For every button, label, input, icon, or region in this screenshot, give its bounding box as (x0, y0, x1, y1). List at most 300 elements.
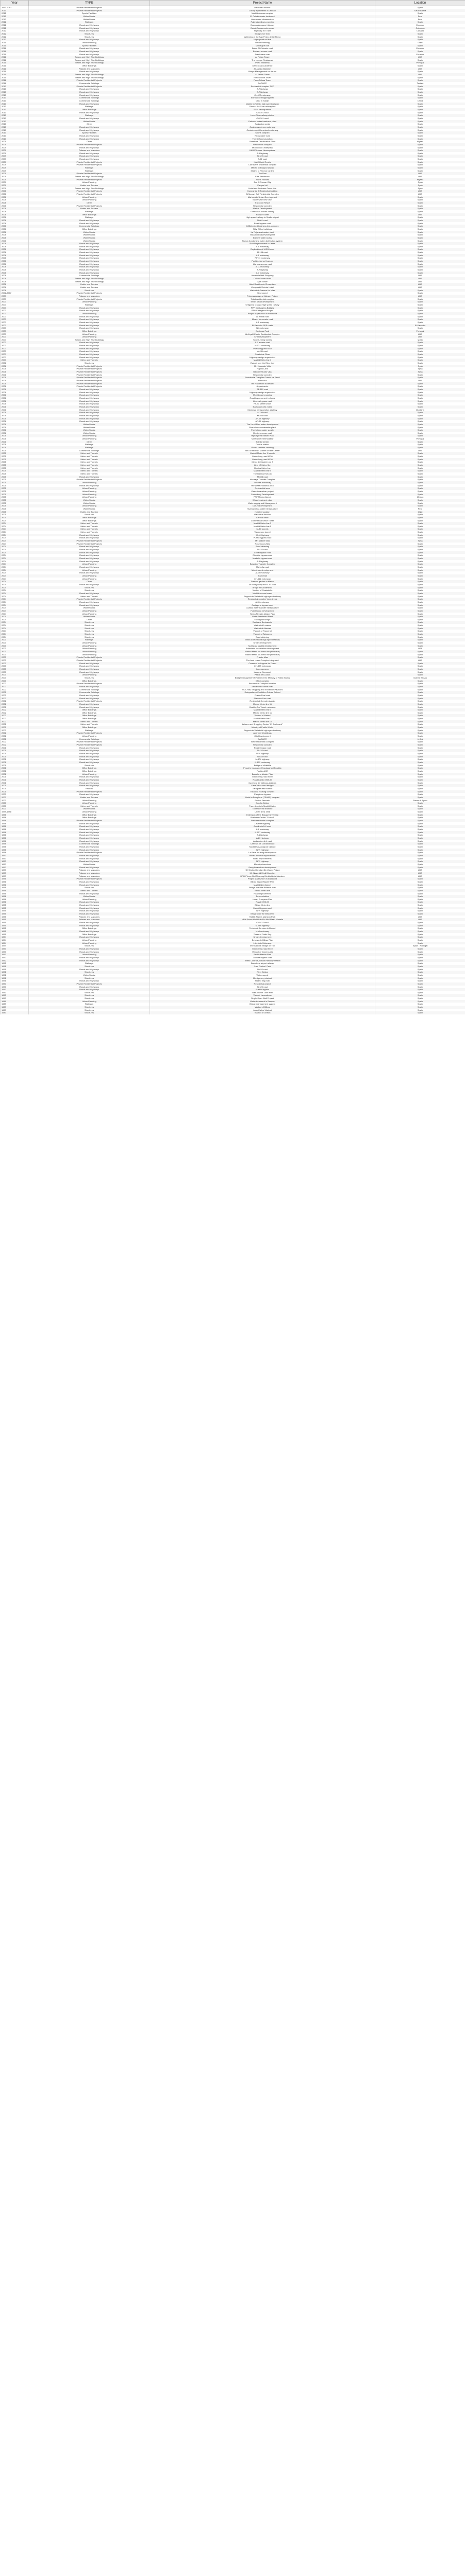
cell-type: Other (29, 201, 150, 205)
cell-type: Private Residential Projects (29, 79, 150, 82)
cell-location: spain (375, 338, 465, 342)
cell-year: 2002 (1, 740, 29, 743)
cell-year: 1996 (1, 886, 29, 889)
cell-project-name: A-6 motorway (150, 828, 375, 831)
cell-type: Roads and Highways (29, 152, 150, 155)
cell-type: Towers and High Rise Buildings (29, 56, 150, 59)
cell-location: Spain (375, 356, 465, 359)
cell-year: 2006 (1, 379, 29, 382)
cell-type: Towers and High Rise Buildings (29, 61, 150, 64)
column-header-type[interactable]: TYPE (29, 1, 150, 6)
cell-location: Spain (375, 974, 465, 977)
cell-project-name: Bilbao Metro line (150, 889, 375, 892)
cell-year: 2011 (1, 61, 29, 64)
cell-year: 1995 (1, 921, 29, 924)
cell-year: 2008 (1, 260, 29, 263)
cell-year: 2007 (1, 359, 29, 362)
cell-type: Roads and Highways (29, 554, 150, 557)
cell-project-name: Urban European Plan (150, 898, 375, 901)
cell-year: 2000 (1, 805, 29, 808)
cell-project-name: HH Sheikh Hamdan Bin Zayed Palace (150, 869, 375, 872)
cell-year: 2004 (1, 592, 29, 595)
cell-type: Roads and Highways (29, 129, 150, 132)
cell-location: Spain (375, 805, 465, 808)
cell-project-name: Road bypass road (150, 747, 375, 750)
cell-type: Roads and Highways (29, 38, 150, 41)
cell-type: Roads and Highways (29, 986, 150, 989)
cell-location: Spain (375, 210, 465, 213)
cell-location: Spain (375, 592, 465, 595)
cell-location: Spain (375, 341, 465, 344)
cell-type: Private Residential Projects (29, 374, 150, 377)
cell-project-name: The Cañones junction (150, 138, 375, 141)
cell-location: Spain (375, 487, 465, 490)
cell-location: Spain (375, 12, 465, 15)
cell-location: UAE (375, 295, 465, 298)
column-header-project-name[interactable]: Project Name (150, 1, 375, 6)
cell-project-name: Pueblo ACE (150, 770, 375, 773)
cell-location: Spain (375, 986, 465, 989)
cell-location: Spain (375, 645, 465, 648)
cell-type: Urban Planning (29, 574, 150, 578)
cell-project-name: Ortiguera to Lugo high speed railway (150, 303, 375, 307)
cell-type: Other (29, 580, 150, 583)
cell-type: Water Works (29, 502, 150, 505)
cell-type: Urban Planning (29, 641, 150, 645)
cell-year: 2006 (1, 426, 29, 429)
cell-project-name: A-20 highway (150, 837, 375, 840)
cell-type: Palaces (29, 787, 150, 790)
cell-location: Spain (375, 880, 465, 884)
cell-type: Roads and Highways (29, 831, 150, 834)
cell-type: Roads and Highways (29, 417, 150, 420)
cell-type: Roads and Highways (29, 758, 150, 761)
cell-project-name: N-I motorway (150, 327, 375, 330)
cell-project-name: A-6 highway (150, 152, 375, 155)
cell-location: Spain (375, 170, 465, 173)
cell-location: UAE (375, 175, 465, 178)
cell-location: Spain (375, 574, 465, 578)
cell-type: Roads and Highways (29, 245, 150, 248)
cell-project-name: Nueva Condomina water distribution system (150, 240, 375, 243)
cell-project-name: Metro de Madrid Line 3 (150, 461, 375, 464)
cell-type: Roads and Highways (29, 837, 150, 840)
cell-year: 2006 (1, 417, 29, 420)
cell-project-name: CM-101 road (150, 111, 375, 114)
cell-type: Roads and Highways (29, 665, 150, 668)
cell-year: 2004 (1, 601, 29, 604)
cell-type: Structures (29, 586, 150, 589)
cell-project-name: Residential complex (150, 143, 375, 146)
cell-type: Railways (29, 105, 150, 108)
cell-type: Private Residential Projects (29, 161, 150, 164)
column-header-year[interactable]: Year (1, 1, 29, 6)
cell-project-name: Madrid bypass road (150, 907, 375, 910)
cell-project-name: The Lounge Restaurant (150, 59, 375, 62)
cell-location: Spain (375, 569, 465, 572)
cell-project-name: Balcony Studio Villa (150, 370, 375, 374)
cell-type: Roads and Highways (29, 347, 150, 350)
cell-type: Office Buildings (29, 814, 150, 817)
cell-year: 2009 (1, 184, 29, 187)
cell-year: 2004 (1, 633, 29, 636)
cell-type: Office Buildings (29, 680, 150, 683)
cell-type: Urban Planning (29, 490, 150, 493)
cell-location: UAE (375, 449, 465, 452)
cell-location: UAE (375, 193, 465, 196)
cell-location: Spain (375, 1000, 465, 1003)
cell-year: 2004 (1, 560, 29, 563)
cell-project-name: Puertollano wastewater plant (150, 426, 375, 429)
cell-year: 2007 (1, 295, 29, 298)
cell-year: 2008 (1, 213, 29, 216)
cell-location: Spain (375, 732, 465, 735)
cell-location: Peru (375, 18, 465, 21)
cell-project-name: CBD in Tianjin (150, 99, 375, 103)
cell-location: UAE (375, 56, 465, 59)
cell-project-name: Bridge Management for Asuriu (150, 70, 375, 73)
cell-location: UAE (375, 333, 465, 336)
cell-project-name: Valladolid wastewater plant (150, 233, 375, 236)
cell-type: Metro and Tunnels (29, 467, 150, 470)
cell-project-name: Madrid access tunnel (150, 592, 375, 595)
cell-location: Spain (375, 735, 465, 738)
cell-year: 1994 (1, 944, 29, 947)
cell-year: 1997 (1, 872, 29, 875)
cell-location: Spain (375, 309, 465, 312)
cell-location: Spain (375, 344, 465, 347)
cell-location: Spain (375, 88, 465, 91)
cell-type: Roads and Highways (29, 979, 150, 982)
cell-location: El Salvador (375, 324, 465, 327)
cell-location: Spain (375, 613, 465, 616)
cell-type: Roads and Highways (29, 557, 150, 560)
cell-type: Structures (29, 971, 150, 974)
cell-project-name: Huancavelica water infrastructure (150, 507, 375, 511)
cell-type: Roads and Highways (29, 138, 150, 141)
cell-type: Railways (29, 1003, 150, 1006)
cell-year: 1995 (1, 918, 29, 921)
cell-location: Spain (375, 708, 465, 711)
cell-type: Metro and Tunnels (29, 469, 150, 472)
cell-type: Railways (29, 166, 150, 170)
cell-year: 1991 (1, 979, 29, 982)
cell-year: 2005 (1, 449, 29, 452)
cell-year: 2004 (1, 534, 29, 537)
cell-year: 1996 (1, 892, 29, 895)
cell-year: 2006 (1, 405, 29, 409)
cell-location: Spain (375, 877, 465, 880)
cell-type: Other (29, 618, 150, 621)
cell-project-name: Vendimedo tunnel road (150, 685, 375, 688)
cell-year: 2010 (1, 117, 29, 120)
cell-year: 2008 (1, 251, 29, 254)
cell-project-name: SDV Office buildings (150, 228, 375, 231)
cell-project-name: Mixed-use development (150, 569, 375, 572)
cell-project-name: Bridge management system (150, 1003, 375, 1006)
cell-location: Syria (375, 181, 465, 184)
cell-year: 2002 (1, 685, 29, 688)
cell-location: Spain (375, 706, 465, 709)
cell-location: Spain (375, 601, 465, 604)
cell-location: China (375, 99, 465, 103)
cell-location: Spain (375, 857, 465, 860)
cell-type: Roads and Highways (29, 257, 150, 260)
cell-type: Roads and Highways (29, 840, 150, 843)
table-row (1, 1011, 465, 1014)
cell-type: Metro and Tunnels (29, 522, 150, 525)
cell-type: Palaces and Mansions (29, 918, 150, 921)
cell-project-name: Trackcold Resort (150, 201, 375, 205)
cell-project-name: Denro studies (150, 895, 375, 898)
column-header-location[interactable]: Location (375, 1, 465, 6)
cell-type: Private Residential Projects (29, 365, 150, 368)
cell-year: 2008 (1, 277, 29, 280)
cell-project-name: M-503 road (150, 476, 375, 479)
cell-type: Urban Planning (29, 953, 150, 956)
cell-year: 2011 (1, 47, 29, 50)
cell-location: Spain (375, 464, 465, 467)
cell-type: Roads and Highways (29, 414, 150, 417)
cell-project-name: Barriada Coria roads (150, 405, 375, 409)
cell-project-name: Business Center "Ciudad" (150, 816, 375, 819)
cell-type: Private Residential Projects (29, 478, 150, 481)
cell-project-name: Cuenca-Azogues highway (150, 24, 375, 27)
cell-project-name: The Anel Hawk Complex Integrated (150, 659, 375, 662)
cell-project-name: Madrid ring road M-30 (150, 458, 375, 461)
cell-location: Spain (375, 64, 465, 67)
cell-year: 1991 (1, 971, 29, 974)
cell-type: Urban Planning (29, 898, 150, 901)
cell-project-name: Thermal garden in Madrid (150, 580, 375, 583)
cell-year: 2008 (1, 216, 29, 219)
cell-project-name: A-7 access road (150, 341, 375, 344)
cell-project-name: Rumichaca road (150, 53, 375, 56)
cell-year: 2002 (1, 723, 29, 726)
cell-type: Private Residential Projects (29, 379, 150, 382)
cell-year: 2007 (1, 309, 29, 312)
cell-project-name: Viaduct of Guadalcillo (150, 589, 375, 592)
cell-year: 1997 (1, 866, 29, 869)
cell-project-name: A-7 motorway (150, 272, 375, 275)
cell-year: 2010 (1, 99, 29, 103)
cell-project-name: PA-30 street tunnel (150, 402, 375, 405)
cell-type: Roads and Highways (29, 248, 150, 251)
cell-type: Roads and Highways (29, 694, 150, 697)
cell-type: Roads and Highways (29, 583, 150, 586)
cell-project-name: Lima water infrastructure (150, 18, 375, 21)
cell-project-name: La Roja wastewater plant (150, 231, 375, 234)
cell-project-name: M-404 road (150, 414, 375, 417)
cell-year: 2007 (1, 327, 29, 330)
cell-year: 2006 (1, 420, 29, 423)
cell-project-name: CM-101 road (150, 117, 375, 120)
cell-type: Roads and Highways (29, 391, 150, 394)
cell-project-name: N-VI highway (150, 860, 375, 863)
cell-type: Private Residential Projects (29, 6, 150, 9)
cell-type: Roads and Highways (29, 662, 150, 665)
cell-project-name: Palios de Lucdon (150, 673, 375, 676)
cell-location: Spain (375, 318, 465, 321)
cell-year: 1998 (1, 825, 29, 828)
cell-year: 1998 (1, 822, 29, 825)
cell-location: Ecuador (375, 24, 465, 27)
cell-type: Office Buildings (29, 816, 150, 819)
cell-type: Private Residential Projects (29, 143, 150, 146)
cell-project-name: Eresma water works (150, 236, 375, 240)
cell-type: Roads and Highways (29, 930, 150, 933)
cell-type: Roads and Highways (29, 947, 150, 951)
cell-year: 1989 (1, 1000, 29, 1003)
cell-project-name: Canterbury Development (150, 493, 375, 496)
cell-project-name: El Salvador PPP roads (150, 324, 375, 327)
cell-project-name: Segovia to Valladolid high speed railway (150, 595, 375, 598)
cell-location: UAE (375, 335, 465, 338)
cell-year: 2012 (1, 24, 29, 27)
cell-year: 2007 (1, 303, 29, 307)
cell-type: Roads and Highways (29, 749, 150, 752)
cell-location: Spain (375, 849, 465, 852)
cell-type: Structures (29, 886, 150, 889)
cell-location: Spain (375, 205, 465, 208)
cell-location: Spain (375, 411, 465, 414)
cell-year: 2012 (1, 27, 29, 30)
cell-location: Spain (375, 787, 465, 790)
cell-year: 2005 (1, 455, 29, 458)
cell-type: Railways (29, 962, 150, 965)
cell-location: Spain (375, 682, 465, 685)
cell-project-name: Viaduct over Loire river (150, 991, 375, 994)
table-header-row (1, 1, 465, 6)
cell-type: Water Works (29, 240, 150, 243)
cell-type: Roads and Highways (29, 53, 150, 56)
cell-project-name: Apartment buildings (150, 732, 375, 735)
cell-project-name: Madrid Metro line 11 (150, 703, 375, 706)
cell-project-name: Pueblo Pescado (150, 799, 375, 802)
cell-year: 2009 (1, 158, 29, 161)
cell-year: 2006 (1, 370, 29, 374)
cell-location: Spain (375, 898, 465, 901)
cell-type: Hotels and Tourism (29, 796, 150, 799)
cell-project-name: Medina Metro line (150, 467, 375, 470)
cell-year: 2007 (1, 324, 29, 327)
cell-location: Spain (375, 668, 465, 671)
cell-type: Urban Planning (29, 942, 150, 945)
cell-type: Roads and Highways (29, 268, 150, 272)
cell-year: 2010 (1, 120, 29, 123)
cell-project-name: Kempinski Victoria Hotel (150, 286, 375, 289)
cell-project-name: Palencia railway crossing (150, 21, 375, 24)
cell-year: 2004 (1, 525, 29, 528)
cell-type: Roads and Highways (29, 260, 150, 263)
cell-year: 1998 (1, 845, 29, 849)
cell-location: Spain (375, 834, 465, 837)
cell-location: Spain (375, 598, 465, 601)
cell-location: Spain (375, 143, 465, 146)
cell-type: Roads and Highways (29, 988, 150, 991)
cell-year: 2008 (1, 210, 29, 213)
cell-year: 2004 (1, 606, 29, 609)
cell-project-name: Bridge over the Bidasoa river (150, 886, 375, 889)
cell-year: 2002 (1, 738, 29, 741)
cell-year: 2008 (1, 225, 29, 228)
cell-location: Syria (375, 367, 465, 370)
cell-location: Spain (375, 484, 465, 487)
cell-location: Spain (375, 307, 465, 310)
cell-year: 2009 (1, 163, 29, 166)
cell-type: Water Works (29, 15, 150, 18)
cell-type: Roads and Highways (29, 29, 150, 32)
cell-project-name: Elite Residence (150, 175, 375, 178)
cell-year: 2007 (1, 335, 29, 338)
cell-location: Spain (375, 624, 465, 627)
cell-location: Spain (375, 196, 465, 199)
cell-year: 2005 (1, 478, 29, 481)
cell-location: Spain (375, 385, 465, 388)
cell-type: Towers and High Rise Buildings (29, 73, 150, 76)
cell-location: Spain (375, 21, 465, 24)
cell-year: 2008 (1, 228, 29, 231)
cell-location: Spain (375, 434, 465, 437)
cell-type: Other (29, 123, 150, 126)
cell-location: Spain (375, 321, 465, 324)
cell-type: Structures (29, 636, 150, 639)
cell-location: Spain (375, 455, 465, 458)
cell-location: Spain (375, 778, 465, 782)
cell-year: 2009 (1, 152, 29, 155)
cell-year: 2008 (1, 236, 29, 240)
cell-project-name: M-138 road (150, 251, 375, 254)
cell-project-name: KAU Princess Hessa palace (150, 149, 375, 152)
cell-location: Spain (375, 254, 465, 257)
cell-year: 2011 (1, 73, 29, 76)
cell-project-name: Siete residential complex (150, 819, 375, 822)
cell-type: Towers and High Rise Buildings (29, 76, 150, 79)
cell-location: Chile (375, 511, 465, 514)
cell-project-name: Carreras de Córdoba road (150, 842, 375, 845)
cell-project-name: Bridge over the Miño river (150, 912, 375, 916)
cell-location: Spain (375, 665, 465, 668)
cell-project-name: CL-622 motorway (150, 94, 375, 97)
cell-type: Urban Planning (29, 312, 150, 315)
cell-project-name: Granada-Cordoba railway (150, 210, 375, 213)
cell-location: Spain (375, 44, 465, 47)
cell-year: 2002 (1, 743, 29, 747)
cell-year: 2001 (1, 775, 29, 778)
cell-year: 2005 (1, 490, 29, 493)
cell-location: Spain (375, 516, 465, 519)
cell-year: 1998 (1, 837, 29, 840)
cell-year: 2001 (1, 773, 29, 776)
cell-project-name: Andalucian A-4 road (150, 840, 375, 843)
cell-type: Roads and Highways (29, 697, 150, 700)
cell-location: Spain (375, 534, 465, 537)
cell-year: 2008 (1, 286, 29, 289)
cell-project-name: Princess Abaya al Nahyan Palace (150, 295, 375, 298)
cell-year: 2004 (1, 624, 29, 627)
cell-project-name: AP-68 highway (150, 420, 375, 423)
cell-type: Palaces and Mansions (29, 872, 150, 875)
cell-location: Spain (375, 755, 465, 758)
cell-location: Spain (375, 641, 465, 645)
cell-location: Spain (375, 268, 465, 272)
cell-year: 2005 (1, 499, 29, 502)
cell-year: 2009 (1, 181, 29, 184)
cell-year: 2003 (1, 645, 29, 648)
cell-year: 2002 (1, 682, 29, 685)
cell-location: UAE (375, 286, 465, 289)
cell-location: Spain (375, 242, 465, 245)
